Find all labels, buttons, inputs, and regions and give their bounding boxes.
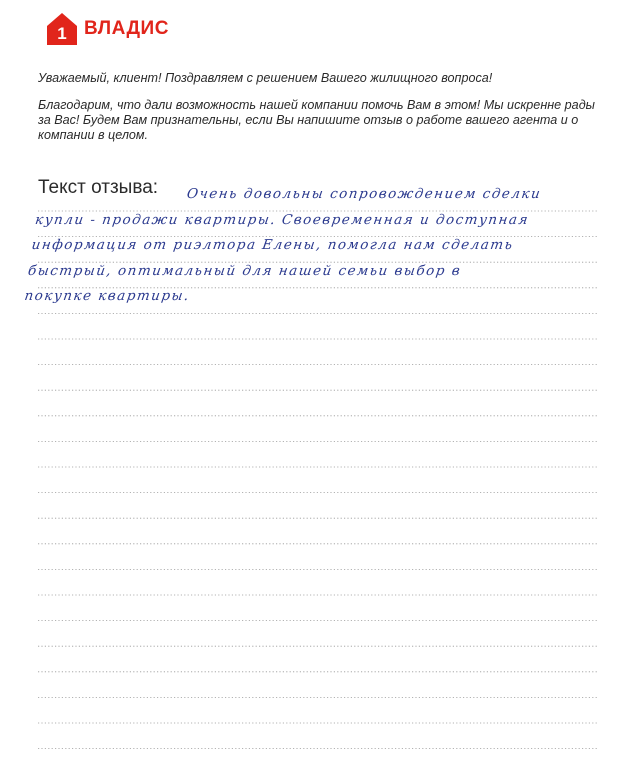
house-key-logo-icon (46, 12, 78, 46)
handwritten-line: быстрый, оптимальный для нашей семьи выбор в (26, 262, 463, 279)
review-heading: Текст отзыва: (38, 177, 159, 198)
intro-text (38, 71, 608, 143)
brand-name: ВЛАДИС (84, 18, 169, 39)
handwritten-line: информация от риэлтора Елены, помогла нам сделать (30, 237, 515, 254)
logo-digit: 1 (57, 24, 67, 43)
intro-paragraph: Благодарим, что дали возможность нашей компании помочь Вам в этом! Мы искренне рады за Вас! Будем Вам признательны, если Вы напишите отзыв о работе вашего агента и о компании в целом. (38, 98, 595, 142)
handwritten-line: Очень довольны сопровождением сделки (185, 186, 543, 202)
handwritten-line: купли - продажи квартиры. Своевременная и доступная (34, 211, 531, 228)
handwritten-line: покупке квартиры. (23, 288, 191, 305)
greeting-text: Уважаемый, клиент! Поздравляем с решением Вашего жилищного вопроса! (38, 71, 493, 85)
brand-logo (46, 12, 169, 46)
